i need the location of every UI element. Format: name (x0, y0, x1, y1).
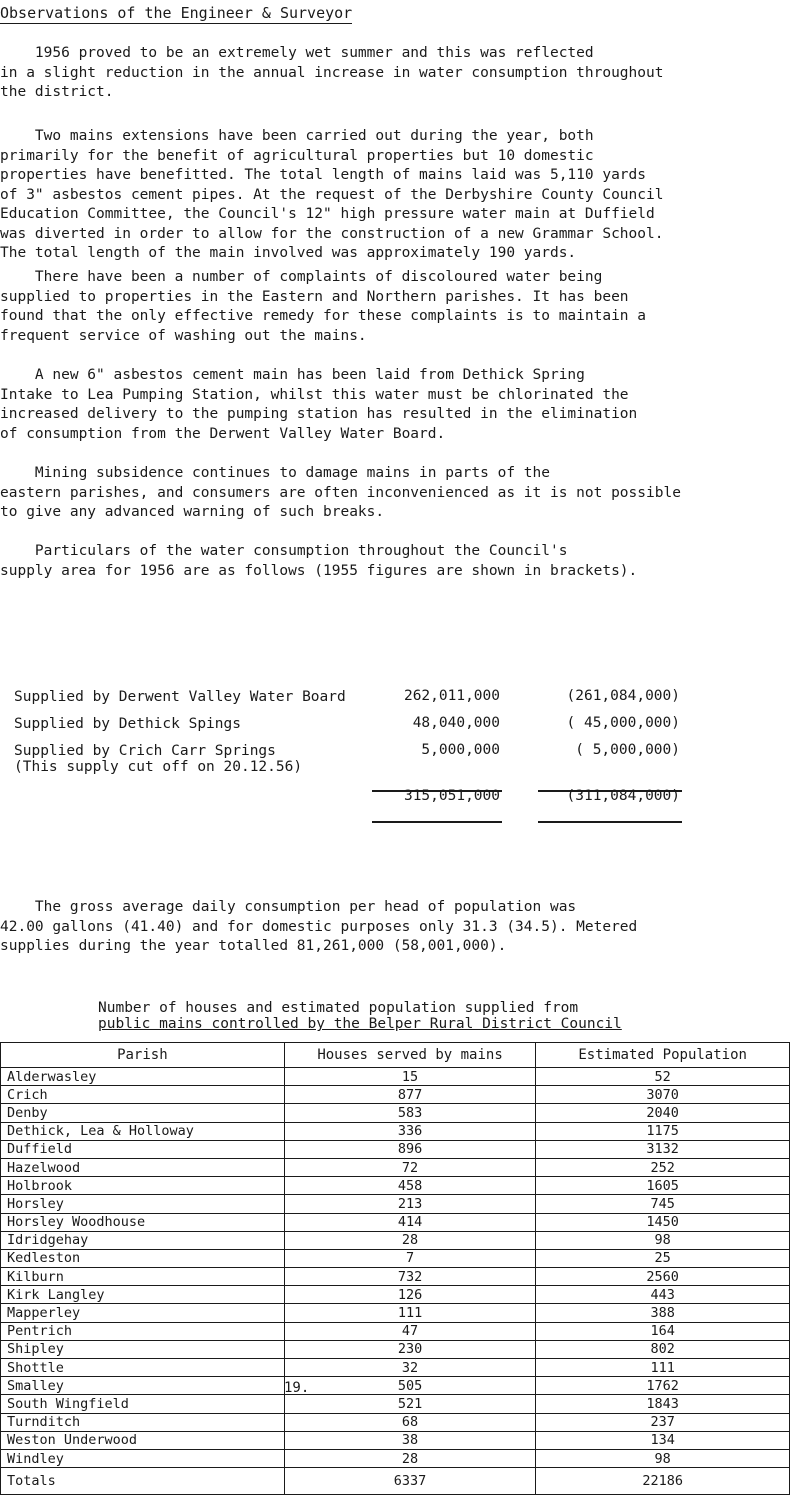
estimated-population: 1762 (536, 1377, 790, 1395)
table-row (1, 1086, 790, 1104)
parish-name: Duffield (1, 1140, 285, 1158)
supply-total-1956: 315,051,000 (403, 788, 500, 804)
estimated-population: 111 (536, 1359, 790, 1377)
table-row (1, 1304, 790, 1322)
totals-population: 22186 (536, 1468, 790, 1495)
parish-name: Denby (1, 1104, 285, 1122)
houses-served: 458 (284, 1177, 536, 1195)
parish-table (0, 1042, 790, 1495)
parish-name: Turnditch (1, 1413, 285, 1431)
parish-name: Kilburn (1, 1268, 285, 1286)
table-row (1, 1249, 790, 1267)
supply-1956: 48,040,000 (412, 715, 500, 731)
estimated-population: 2040 (536, 1104, 790, 1122)
supply-1956: 262,011,000 (403, 688, 500, 704)
table-row (1, 1195, 790, 1213)
houses-served: 72 (284, 1158, 536, 1176)
houses-served: 732 (284, 1268, 536, 1286)
supply-label: Supplied by Derwent Valley Water Board (14, 689, 346, 705)
supply-note: (This supply cut off on 20.12.56) (14, 759, 303, 775)
parish-name: Crich (1, 1086, 285, 1104)
parish-name: Dethick, Lea & Holloway (1, 1122, 285, 1140)
supply-label: Supplied by Dethick Spings (14, 716, 241, 732)
parish-name: Holbrook (1, 1177, 285, 1195)
houses-served: 111 (284, 1304, 536, 1322)
estimated-population: 134 (536, 1431, 790, 1449)
parish-name: Smalley (1, 1377, 285, 1395)
supply-total-row (0, 788, 790, 810)
supply-total-1955: (311,084,000) (566, 788, 680, 804)
table-header-row (1, 1043, 790, 1068)
parish-name: Horsley (1, 1195, 285, 1213)
estimated-population: 1843 (536, 1395, 790, 1413)
paragraph-new-main: A new 6" asbestos cement main has been laid from Dethick Spring Intake to Lea Pumping Station, whilst this water must be chlorinated the increased delivery to the pumping station has resulted in the elimination of consumption from the Derwent Valley Water Board. (0, 367, 638, 442)
paragraph-consumption-per-head: The gross average daily consumption per head of population was 42.00 gallons (41.40) and for domestic purposes only 31.3 (34.5). Metered supplies during the year totalled 81,261,000 (58,001,000). (0, 899, 638, 954)
estimated-population: 237 (536, 1413, 790, 1431)
estimated-population: 1605 (536, 1177, 790, 1195)
parish-name: Shottle (1, 1359, 285, 1377)
estimated-population: 1450 (536, 1213, 790, 1231)
parish-name: Kirk Langley (1, 1286, 285, 1304)
table-row (1, 1231, 790, 1249)
table-row (1, 1322, 790, 1340)
table-row (1, 1268, 790, 1286)
supply-1955: ( 5,000,000) (575, 742, 680, 758)
parish-name: Alderwasley (1, 1068, 285, 1086)
estimated-population: 1175 (536, 1122, 790, 1140)
table-row (1, 1413, 790, 1431)
table-title (98, 1000, 622, 1032)
parish-name: Shipley (1, 1340, 285, 1358)
paragraph-complaints: There have been a number of complaints of discoloured water being supplied to properties in the Eastern and Northern parishes. It has been found that the only effective remedy for these complaints is to maintain a frequent service of washing out the mains. (0, 269, 647, 344)
parish-name: Hazelwood (1, 1158, 285, 1176)
table-row (1, 1068, 790, 1086)
table-row (1, 1286, 790, 1304)
header-population: Estimated Population (536, 1043, 790, 1068)
table-row (1, 1158, 790, 1176)
houses-served: 32 (284, 1359, 536, 1377)
supply-row (0, 688, 790, 710)
page-number: 19. (284, 1380, 310, 1396)
table-row (1, 1104, 790, 1122)
table-title-line-1: Number of houses and estimated population supplied from (98, 1000, 579, 1016)
header-houses: Houses served by mains (284, 1043, 536, 1068)
houses-served: 68 (284, 1413, 536, 1431)
supply-1955: ( 45,000,000) (566, 715, 680, 731)
paragraph-mains-extensions: Two mains extensions have been carried out during the year, both primarily for the benefit of agricultural properties but 10 domestic properties have benefitted. The total length of mains laid was 5,110 yards of 3" asbestos cement pipes. At the request of the Derbyshire County Council Education Committee, the Council's 12" high pressure water main at Duffield was diverted in order to allow for the construction of a new Grammar School. The total length of the main involved was approximately 190 yards. (0, 128, 664, 261)
houses-served: 15 (284, 1068, 536, 1086)
parish-name: Windley (1, 1449, 285, 1467)
estimated-population: 3070 (536, 1086, 790, 1104)
paragraph-subsidence: Mining subsidence continues to damage mains in parts of the eastern parishes, and consumers are often inconvenienced as it is not possible to give any advanced warning of such breaks. (0, 465, 681, 520)
parish-name: Weston Underwood (1, 1431, 285, 1449)
supply-1956: 5,000,000 (421, 742, 500, 758)
double-rule-1956 (372, 821, 502, 823)
header-parish: Parish (1, 1043, 285, 1068)
houses-served: 414 (284, 1213, 536, 1231)
parish-name: Pentrich (1, 1322, 285, 1340)
houses-served: 28 (284, 1449, 536, 1467)
houses-served: 38 (284, 1431, 536, 1449)
table-row (1, 1122, 790, 1140)
supply-row (0, 715, 790, 737)
houses-served: 47 (284, 1322, 536, 1340)
parish-name: Idridgehay (1, 1231, 285, 1249)
estimated-population: 2560 (536, 1268, 790, 1286)
table-row (1, 1140, 790, 1158)
table-row (1, 1449, 790, 1467)
paragraph-summer: 1956 proved to be an extremely wet summer and this was reflected in a slight reduction in the annual increase in water consumption throughout the district. (0, 45, 664, 100)
table-row (1, 1377, 790, 1395)
table-row (1, 1431, 790, 1449)
houses-served: 28 (284, 1231, 536, 1249)
houses-served: 7 (284, 1249, 536, 1267)
table-row (1, 1395, 790, 1413)
houses-served: 521 (284, 1395, 536, 1413)
table-row (1, 1359, 790, 1377)
estimated-population: 443 (536, 1286, 790, 1304)
paragraph-particulars: Particulars of the water consumption throughout the Council's supply area for 1956 are as follows (1955 figures are shown in brackets). (0, 543, 638, 579)
supply-figures (0, 688, 790, 810)
estimated-population: 25 (536, 1249, 790, 1267)
houses-served: 583 (284, 1104, 536, 1122)
houses-served: 877 (284, 1086, 536, 1104)
double-rule-1955 (538, 821, 682, 823)
table-row (1, 1177, 790, 1195)
estimated-population: 3132 (536, 1140, 790, 1158)
estimated-population: 802 (536, 1340, 790, 1358)
table-title-line-2: public mains controlled by the Belper Rural District Council (98, 1016, 622, 1032)
page-header: Observations of the Engineer & Surveyor (0, 4, 353, 22)
parish-name: Kedleston (1, 1249, 285, 1267)
houses-served: 126 (284, 1286, 536, 1304)
estimated-population: 164 (536, 1322, 790, 1340)
houses-served: 505 (284, 1377, 536, 1395)
estimated-population: 98 (536, 1231, 790, 1249)
table-row (1, 1340, 790, 1358)
houses-served: 896 (284, 1140, 536, 1158)
estimated-population: 98 (536, 1449, 790, 1467)
houses-served: 336 (284, 1122, 536, 1140)
parish-name: South Wingfield (1, 1395, 285, 1413)
estimated-population: 745 (536, 1195, 790, 1213)
totals-label: Totals (1, 1468, 285, 1495)
totals-row (1, 1468, 790, 1495)
supply-note-row (0, 758, 790, 780)
totals-houses: 6337 (284, 1468, 536, 1495)
houses-served: 230 (284, 1340, 536, 1358)
parish-name: Horsley Woodhouse (1, 1213, 285, 1231)
houses-served: 213 (284, 1195, 536, 1213)
table-row (1, 1213, 790, 1231)
estimated-population: 388 (536, 1304, 790, 1322)
parish-name: Mapperley (1, 1304, 285, 1322)
supply-1955: (261,084,000) (566, 688, 680, 704)
estimated-population: 52 (536, 1068, 790, 1086)
supply-label: Supplied by Crich Carr Springs (14, 743, 276, 759)
estimated-population: 252 (536, 1158, 790, 1176)
